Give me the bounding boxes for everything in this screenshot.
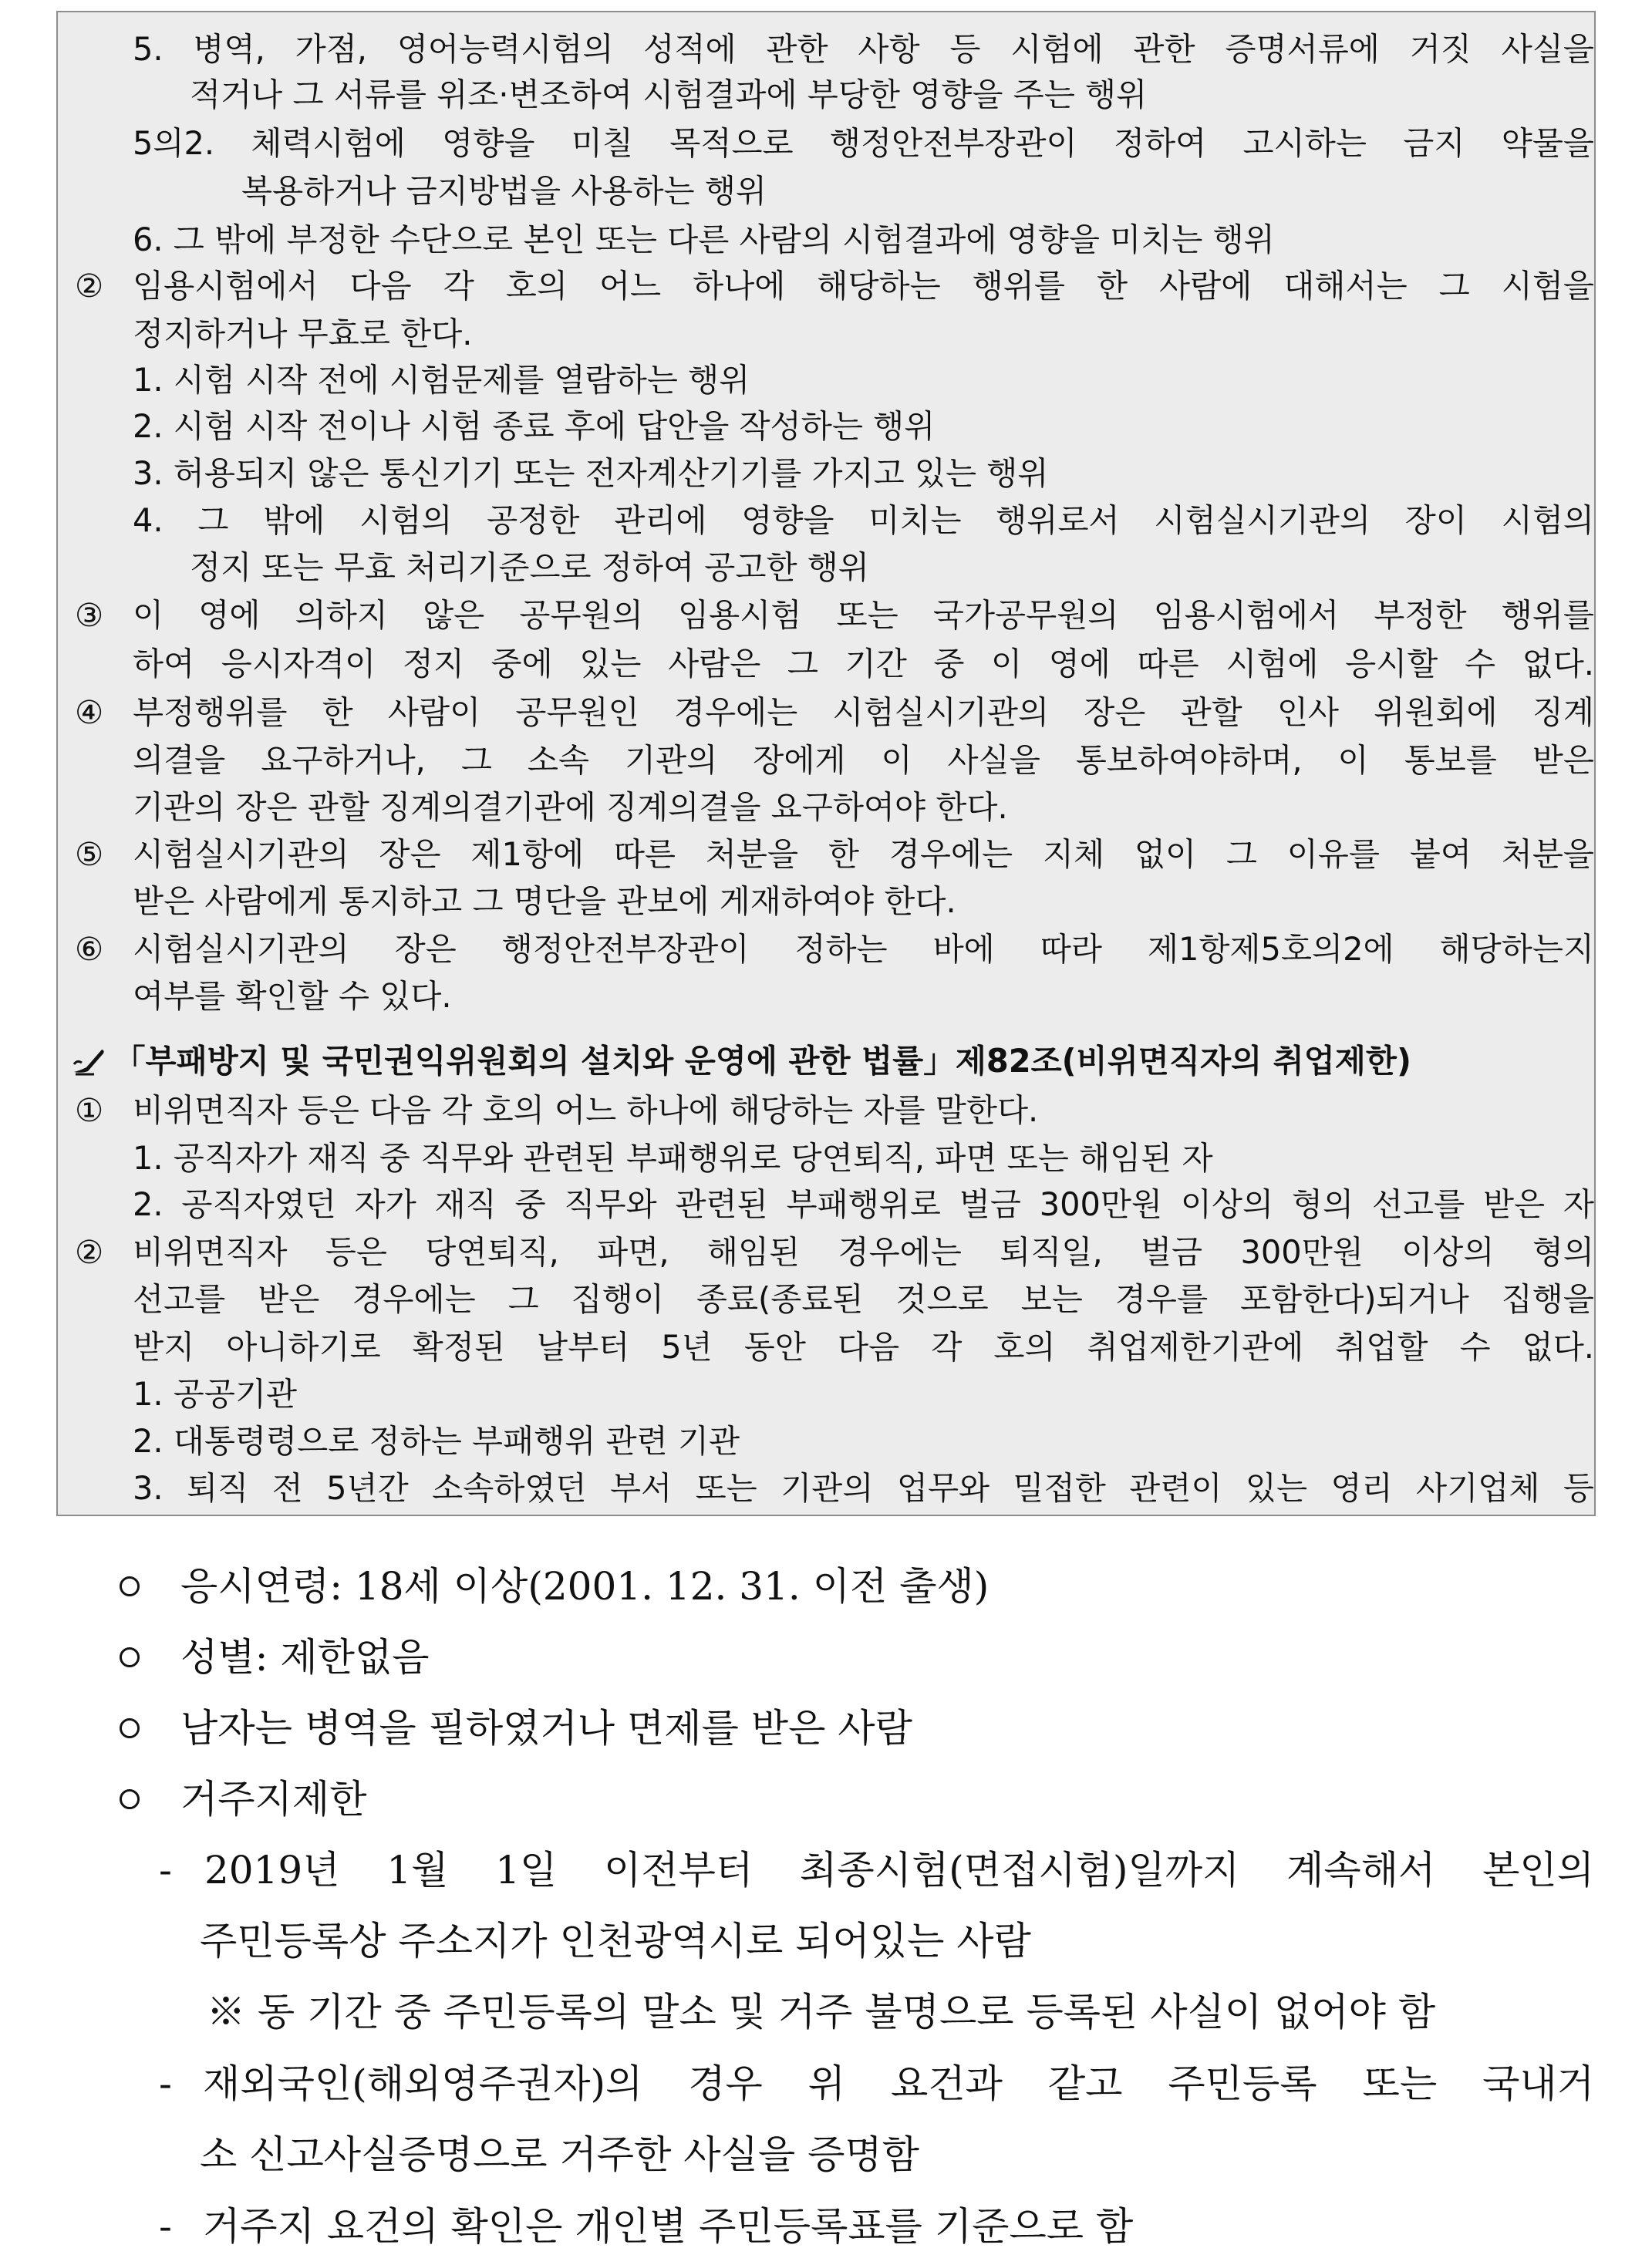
clause-b-2-line-3: 받지 아니하기로 확정된 날부터 5년 동안 다음 각 호의 취업제한기관에 취업할 수 없다. (133, 1328, 1594, 1366)
item-5-2-line-2: 복용하거나 금지방법을 사용하는 행위 (241, 172, 767, 210)
clause-6-line-2: 여부를 확인할 수 있다. (133, 977, 452, 1015)
residence-2-line-1: 재외국인(해외영주권자)의 경우 위 요건과 같고 주민등록 또는 국내거 (203, 2061, 1594, 2106)
clause-b-2-item-3: 3. 퇴직 전 5년간 소속하였던 부서 또는 기관의 업무와 밀접한 관련이 있는 영리 사기업체 등 (133, 1469, 1594, 1507)
clause-b-marker-2: ② (75, 1233, 104, 1271)
dash-marker: - (159, 2204, 172, 2249)
req-age: 응시연령: 18세 이상(2001. 12. 31. 이전 출생) (180, 1564, 990, 1609)
clause-2-item-2: 2. 시험 시작 전이나 시험 종료 후에 답안을 작성하는 행위 (133, 407, 936, 445)
clause-marker-6: ⑥ (75, 930, 104, 968)
residence-2-line-2: 소 신고사실증명으로 거주한 사실을 증명함 (200, 2132, 919, 2177)
clause-2-line-2: 정지하거나 무효로 한다. (133, 315, 473, 352)
residence-1-line-2: 주민등록상 주소지가 인천광역시로 되어있는 사람 (200, 1919, 1031, 1963)
clause-b-1-item-1: 1. 공직자가 재직 중 직무와 관련된 부패행위로 당연퇴직, 파면 또는 해임된 자 (133, 1139, 1213, 1177)
clause-4-line-1: 부정행위를 한 사람이 공무원인 경우에는 시험실시기관의 장은 관할 인사 위원회에 징계 (133, 693, 1594, 731)
bullet-circle-icon (120, 1718, 140, 1738)
residence-1-line-1: 2019년 1월 1일 이전부터 최종시험(면접시험)일까지 계속해서 본인의 (204, 1848, 1594, 1893)
clause-marker-5: ⑤ (75, 835, 104, 873)
item-5-line-2: 적거나 그 서류를 위조·변조하여 시험결과에 부당한 영향을 주는 행위 (190, 76, 1148, 113)
req-gender: 성별: 제한없음 (180, 1635, 430, 1680)
clause-b-2-item-2: 2. 대통령령으로 정하는 부패행위 관련 기관 (133, 1422, 740, 1460)
clause-b-2-line-1: 비위면직자 등은 당연퇴직, 파면, 해임된 경우에는 퇴직일, 벌금 300만원 이상의 형의 (133, 1233, 1594, 1271)
clause-marker-2: ② (75, 267, 104, 305)
clause-b-marker-1: ① (75, 1091, 104, 1129)
clause-2-line-1: 임용시험에서 다음 각 호의 어느 하나에 해당하는 행위를 한 사람에 대해서는 그 시험을 (133, 267, 1594, 305)
clause-3-line-1: 이 영에 의하지 않은 공무원의 임용시험 또는 국가공무원의 임용시험에서 부정한 행위를 (133, 596, 1594, 634)
clause-5-line-2: 받은 사람에게 통지하고 그 명단을 관보에 게재하여야 한다. (133, 882, 956, 920)
item-5-line-1: 5. 병역, 가점, 영어능력시험의 성적에 관한 사항 등 시험에 관한 증명서류에 거짓 사실을 (133, 30, 1594, 68)
clause-2-item-3: 3. 허용되지 않은 통신기기 또는 전자계산기기를 가지고 있는 행위 (133, 454, 1049, 492)
clause-6-line-1: 시험실시기관의 장은 행정안전부장관이 정하는 바에 따라 제1항제5호의2에 해당하는지 (133, 930, 1594, 968)
req-military: 남자는 병역을 필하였거나 면제를 받은 사람 (180, 1706, 912, 1751)
clause-4-line-3: 기관의 장은 관할 징계의결기관에 징계의결을 요구하여야 한다. (133, 788, 1008, 826)
clause-4-line-2: 의결을 요구하거나, 그 소속 기관의 장에게 이 사실을 통보하여야하며, 이 통보를 받은 (133, 741, 1594, 779)
clause-marker-4: ④ (75, 693, 104, 731)
clause-3-line-2: 하여 응시자격이 정지 중에 있는 사람은 그 기간 중 이 영에 따른 시험에 응시할 수 없다. (133, 645, 1594, 683)
law-title: 「부패방지 및 국민권익위원회의 설치와 운영에 관한 법률」제82조(비위면직자의 취업제한) (113, 1042, 1411, 1080)
bullet-circle-icon (120, 1647, 140, 1667)
residence-3: 거주지 요건의 확인은 개인별 주민등록표를 기준으로 함 (203, 2204, 1134, 2249)
dash-marker: - (159, 1848, 172, 1893)
clause-b-1-item-2: 2. 공직자였던 자가 재직 중 직무와 관련된 부패행위로 벌금 300만원 이상의 형의 선고를 받은 자 (133, 1185, 1594, 1223)
clause-b-2-item-1: 1. 공공기관 (133, 1375, 298, 1413)
item-6: 6. 그 밖에 부정한 수단으로 본인 또는 다른 사람의 시험결과에 영향을 미치는 행위 (133, 221, 1275, 258)
clause-5-line-1: 시험실시기관의 장은 제1항에 따른 처분을 한 경우에는 지체 없이 그 이유를 붙여 처분을 (133, 835, 1594, 873)
bullet-circle-icon (120, 1789, 140, 1809)
residence-note: ※ 동 기간 중 주민등록의 말소 및 거주 불명으로 등록된 사실이 없어야 함 (207, 1990, 1436, 2034)
clause-2-item-1: 1. 시험 시작 전에 시험문제를 열람하는 행위 (133, 361, 750, 399)
clause-marker-3: ③ (75, 596, 104, 634)
clause-2-item-4-line-1: 4. 그 밖에 시험의 공정한 관리에 영향을 미치는 행위로서 시험실시기관의 장이 시험의 (133, 501, 1594, 539)
item-5-2-line-1: 5의2. 체력시험에 영향을 미칠 목적으로 행정안전부장관이 정하여 고시하는 금지 약물을 (133, 124, 1594, 162)
bullet-circle-icon (120, 1576, 140, 1596)
clause-b-1: 비위면직자 등은 다음 각 호의 어느 하나에 해당하는 자를 말한다. (133, 1091, 1039, 1129)
clause-b-2-line-2: 선고를 받은 경우에는 그 집행이 종료(종료된 것으로 보는 경우를 포함한다)되거나 집행을 (133, 1280, 1594, 1318)
req-residence: 거주지제한 (180, 1777, 367, 1822)
dash-marker: - (159, 2061, 172, 2106)
clause-2-item-4-line-2: 정지 또는 무효 처리기준으로 정하여 공고한 행위 (190, 548, 869, 586)
pen-writing-icon (71, 1046, 108, 1077)
